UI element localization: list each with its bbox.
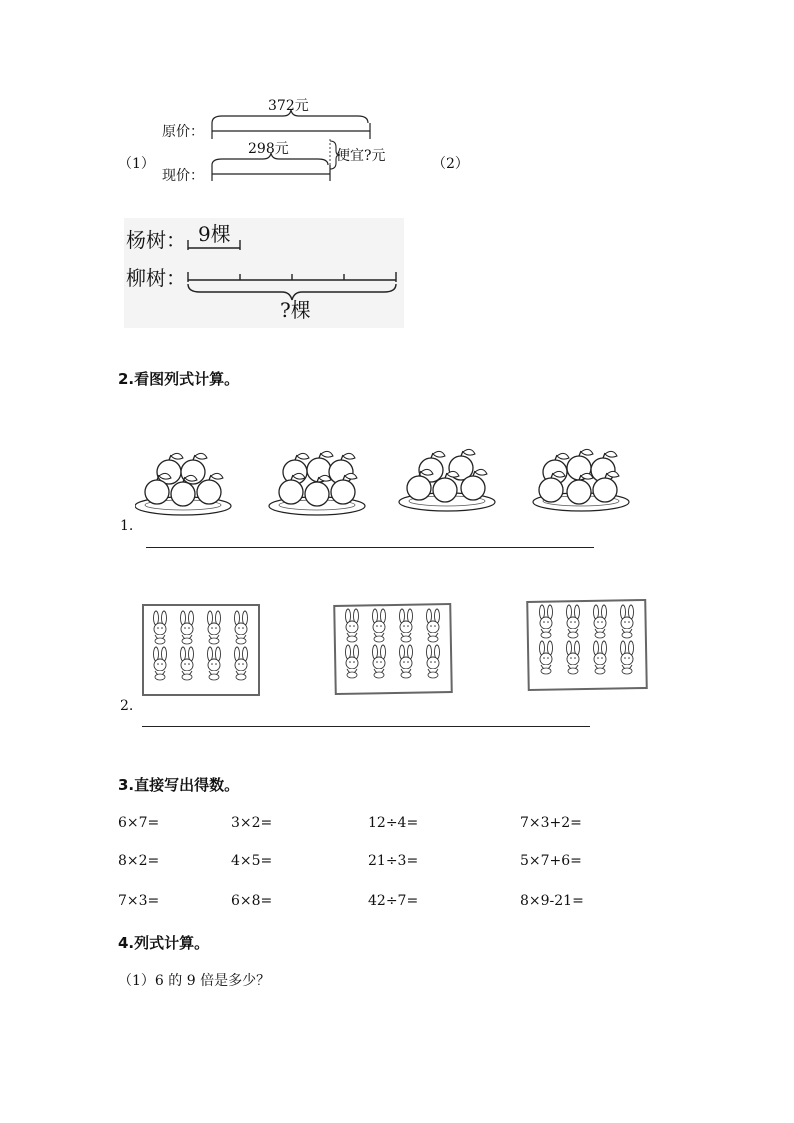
calc-item: 7×3=: [118, 893, 160, 909]
original-price-label: 原价：: [162, 124, 204, 140]
rabbit-grid: [140, 600, 660, 700]
apple-plates: [135, 448, 655, 523]
calc-item: 3×2=: [231, 815, 273, 831]
calc-item: 6×7=: [118, 815, 160, 831]
apple-plate-2: [269, 451, 365, 515]
calc-grid: [118, 814, 638, 930]
original-amount: 372元: [268, 98, 309, 114]
current-price-label: 现价：: [162, 168, 204, 184]
rabbits-group-2: [346, 609, 440, 678]
current-amount: 298元: [248, 141, 289, 157]
tree-bars: [124, 218, 404, 328]
calc-item: 21÷3=: [368, 853, 419, 869]
tree-diagram: [124, 218, 404, 328]
poplar-amount: 9棵: [198, 222, 231, 246]
calc-item: 6×8=: [231, 893, 273, 909]
calc-row: [118, 892, 638, 930]
difference-amount: 便宜?元: [336, 148, 386, 164]
item-2-label: 2.: [120, 698, 134, 714]
item-1-label: 1.: [120, 518, 134, 534]
apple-plate-1: [135, 453, 231, 515]
section-2-title: 2.看图列式计算。: [118, 370, 240, 388]
calc-item: 12÷4=: [368, 815, 419, 831]
calc-item: 8×9-21=: [520, 893, 584, 909]
calc-item: 8×2=: [118, 853, 160, 869]
price-diagram: [118, 95, 478, 195]
apple-plate-4: [533, 449, 629, 511]
section-4-title: 4.列式计算。: [118, 934, 210, 952]
calc-row: [118, 852, 638, 892]
section-4-question-1: （1）6 的 9 倍是多少？: [118, 973, 271, 989]
figure-label-2: （2）: [432, 156, 469, 172]
rabbits-group-1: [154, 611, 248, 680]
answer-line-1[interactable]: [146, 547, 594, 548]
willow-label: 柳树：: [126, 266, 186, 290]
figure-label-1: （1）: [118, 156, 155, 172]
apple-plate-3: [399, 449, 495, 511]
calc-item: 5×7+6=: [520, 853, 582, 869]
calc-item: 42÷7=: [368, 893, 419, 909]
calc-item: 7×3+2=: [520, 815, 582, 831]
willow-amount: ?棵: [280, 298, 311, 322]
poplar-label: 杨树：: [126, 228, 186, 252]
calc-row: [118, 814, 638, 852]
section-3-title: 3.直接写出得数。: [118, 776, 240, 794]
calc-item: 4×5=: [231, 853, 273, 869]
answer-line-2[interactable]: [142, 726, 590, 727]
rabbits-group-3: [540, 605, 634, 674]
